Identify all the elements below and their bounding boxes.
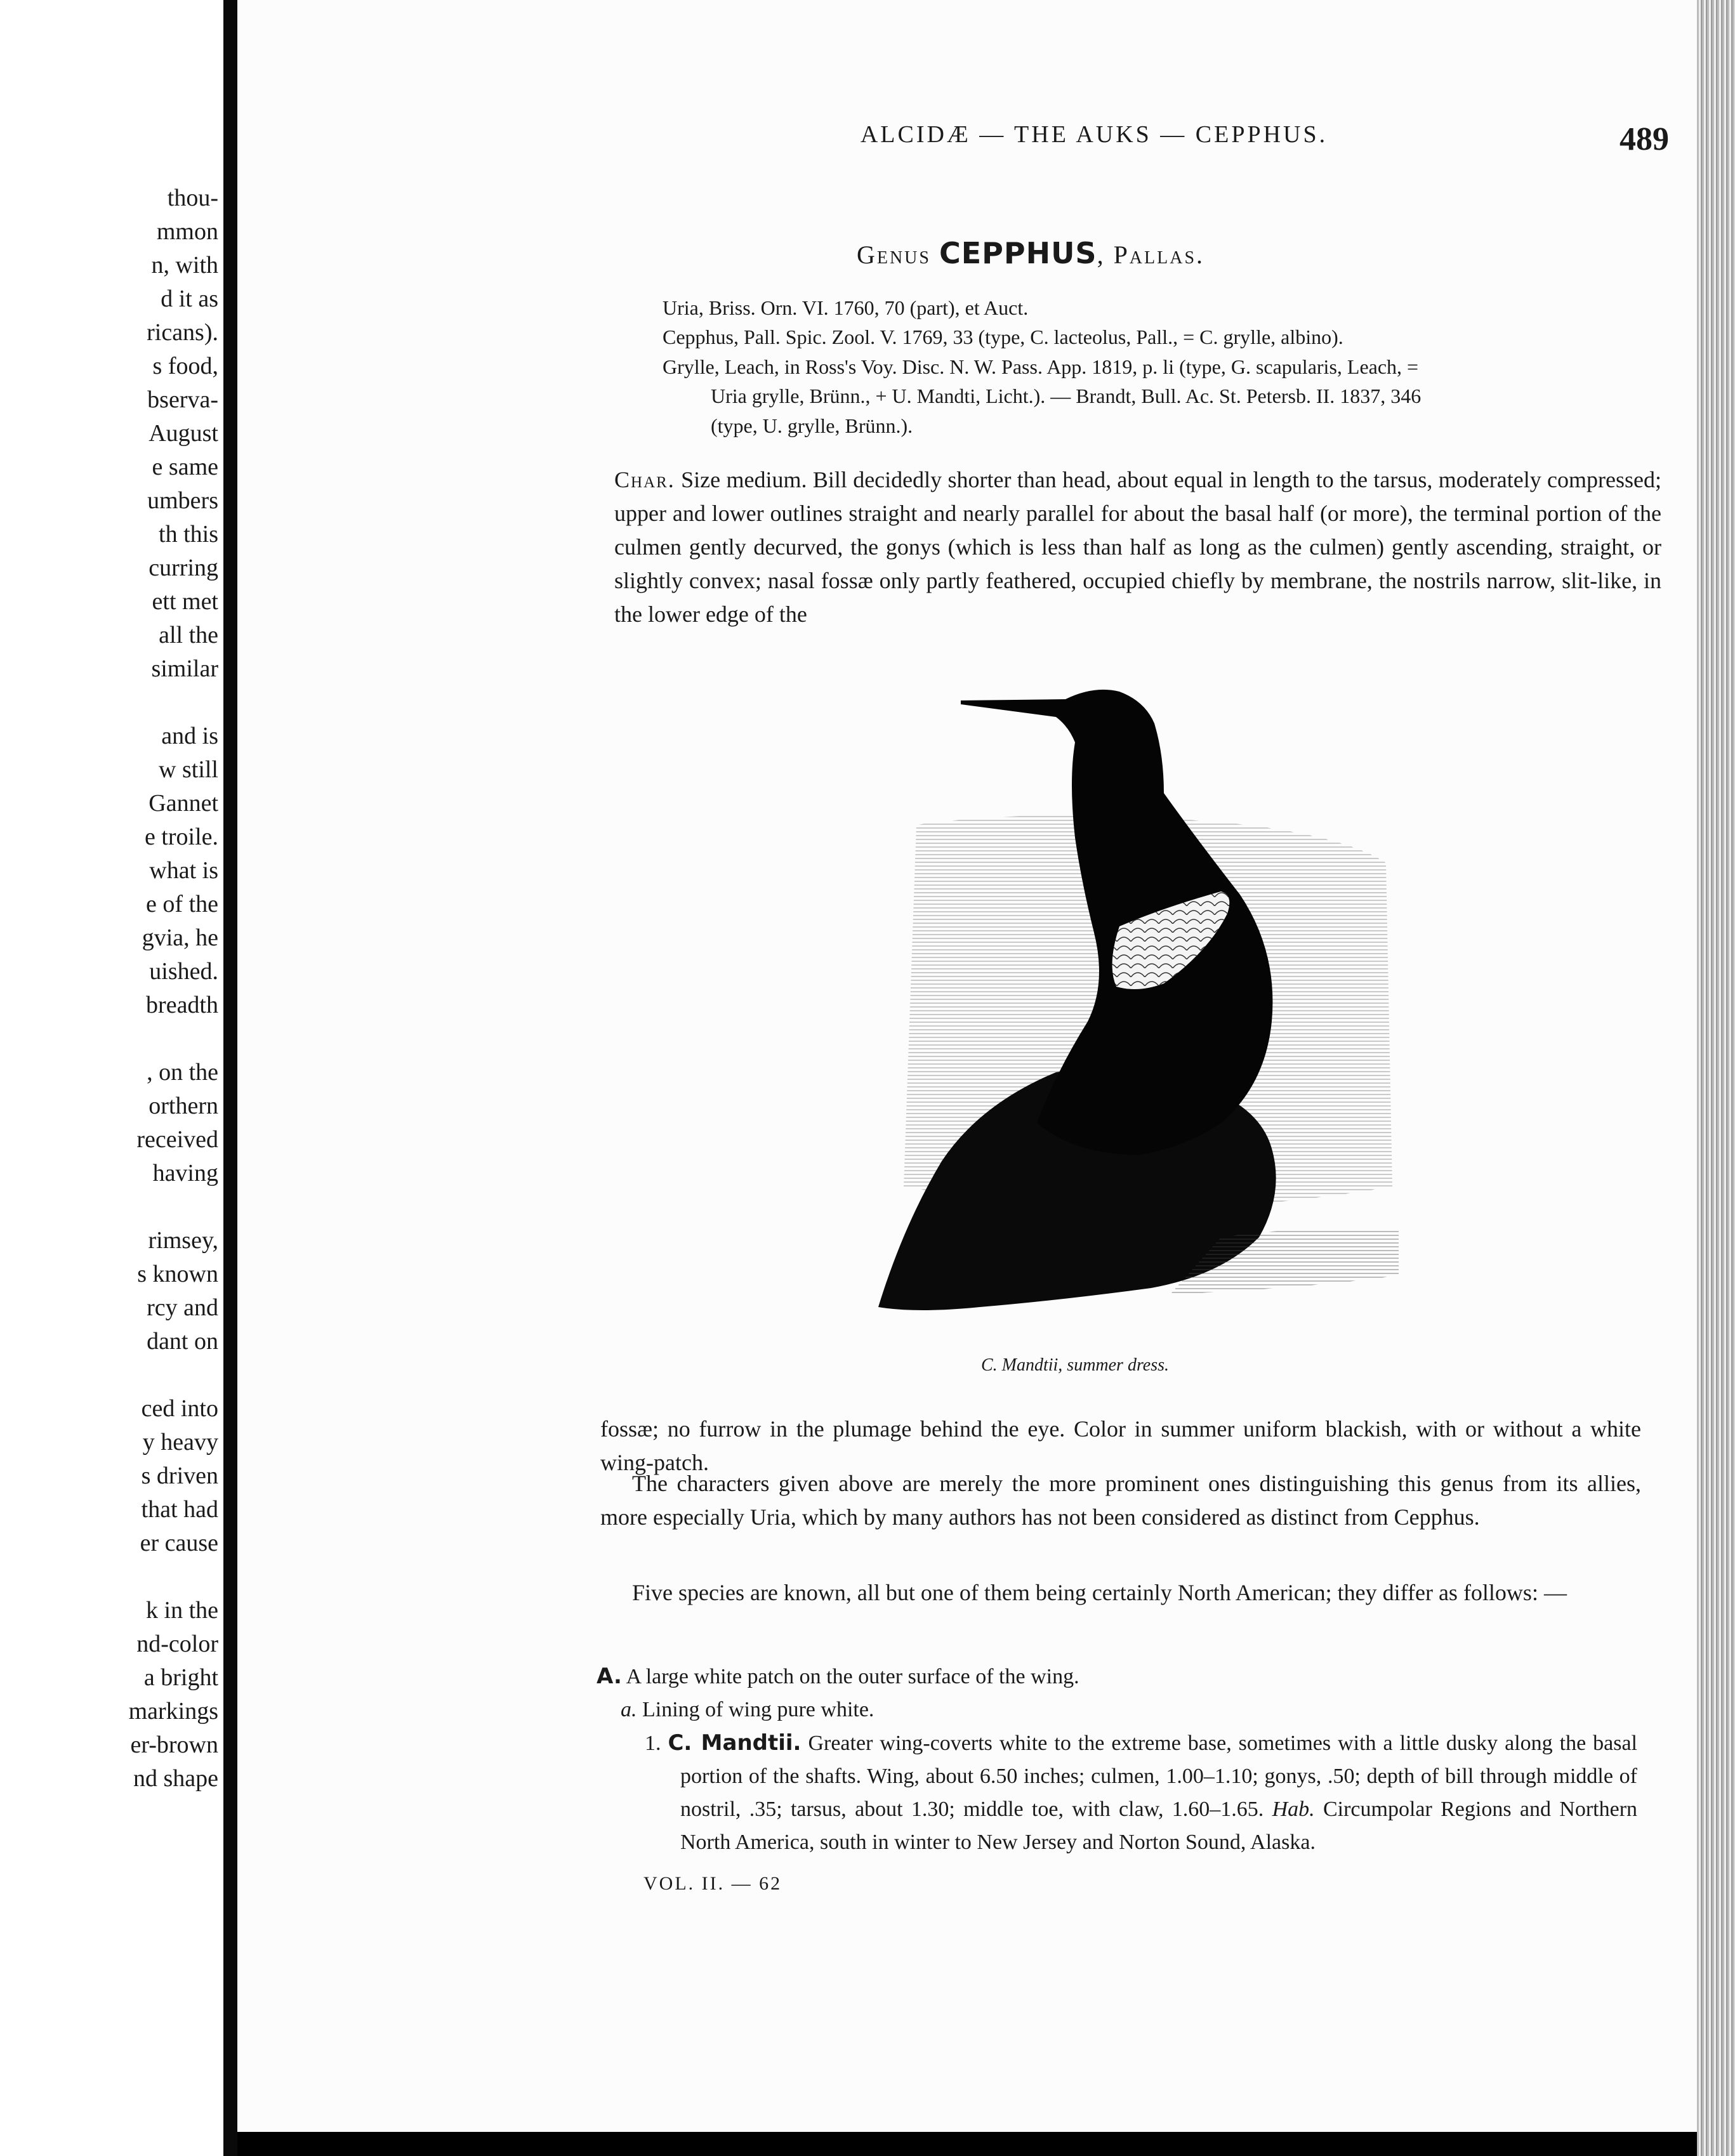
left-page-line: that had xyxy=(141,1496,218,1523)
left-page-line: bserva- xyxy=(147,386,218,413)
left-page-line: e of the xyxy=(146,891,218,917)
left-page-line: curring xyxy=(148,555,218,581)
remarks-paragraph: The characters given above are merely the more prominent ones distinguishing this genus from its allies, more especially Uria, which by many authors has not been considered as distinct from Cepphus. xyxy=(600,1471,1641,1530)
left-page-text xyxy=(0,0,223,2156)
bird-illustration xyxy=(866,666,1399,1358)
left-page-line: e troile. xyxy=(144,824,218,850)
habitat-text: Circumpolar Regions and Northern North America, south in winter to New Jersey and Norton Sound, Alaska. xyxy=(680,1798,1638,1854)
synonym-line: Cepphus, Pall. Spic. Zool. V. 1769, 33 (type, C. lacteolus, Pall., = C. grylle, albino). xyxy=(663,325,1343,349)
key-a1-text: Lining of wing pure white. xyxy=(642,1698,874,1721)
left-page-line: ced into xyxy=(141,1395,218,1422)
species-name: C. Mandtii. xyxy=(668,1730,802,1756)
left-page-line: thou- xyxy=(167,185,218,211)
right-page xyxy=(237,0,1697,2132)
species-intro-paragraph: Five species are known, all but one of them being certainly North American; they differ as follows: — xyxy=(632,1580,1567,1605)
synonymy-block xyxy=(663,293,1665,440)
left-page-line: w still xyxy=(159,756,218,783)
left-page-line: ett met xyxy=(152,588,218,615)
left-page-line: d it as xyxy=(161,286,218,312)
left-page-line: August xyxy=(148,420,218,447)
left-page-line: rcy and xyxy=(147,1294,218,1321)
continuation-paragraph: fossæ; no furrow in the plumage behind the eye. Color in summer uniform blackish, with or without a white wing-patch. xyxy=(600,1416,1641,1475)
left-page-line: markings xyxy=(128,1698,218,1725)
book-gutter xyxy=(223,0,237,2156)
left-page-line: uished. xyxy=(149,958,218,985)
figure-caption: C. Mandtii, summer dress. xyxy=(980,1355,1170,1375)
key-subsection-a xyxy=(597,1693,1637,1726)
left-page-line: s known xyxy=(137,1261,218,1287)
left-page-line: th this xyxy=(159,521,218,548)
char-text: Size medium. Bill decidedly shorter than head, about equal in length to the tarsus, moderately compressed; upper and lower outlines straight and nearly parallel for about the basal half (or more), the terminal portion of the culmen gently decurved, the gonys (which is less than half as long as the culmen) gently ascending, straight, or slightly convex; nasal fossæ only partly feathered, occupied chiefly by membrane, the nostrils narrow, slit-like, in the lower edge of the xyxy=(614,467,1661,627)
running-head: ALCIDÆ — THE AUKS — CEPPHUS. xyxy=(860,121,1328,148)
char-label: Char. xyxy=(614,467,675,492)
key-a-label: A. xyxy=(597,1664,622,1689)
left-page-line: orthern xyxy=(148,1093,218,1119)
left-page-line: er-brown xyxy=(130,1732,218,1758)
genus-name: CEPPHUS xyxy=(939,236,1097,270)
characters-paragraph xyxy=(614,463,1661,631)
key-section-a xyxy=(597,1660,1637,1693)
left-page-line: , on the xyxy=(147,1059,218,1086)
synonym-line: Uria, Briss. Orn. VI. 1760, 70 (part), et Auct. xyxy=(663,296,1029,319)
left-page-line: er cause xyxy=(140,1530,218,1556)
left-page-line: y heavy xyxy=(142,1429,218,1456)
synonym-line: Uria grylle, Brünn., + U. Mandti, Licht.). — Brandt, Bull. Ac. St. Petersb. II. 1837, 346 xyxy=(711,385,1422,408)
species-entry xyxy=(645,1726,1637,1859)
left-page-line: dant on xyxy=(147,1328,218,1355)
species-description: Greater wing-coverts white to the extreme base, sometimes with a little dusky along the basal portion of the shafts. Wing, about 6.50 inches; culmen, 1.00–1.10; gonys, .50; depth of bill through middle of nostril, .35; tarsus, about 1.30; middle toe, with claw, 1.60–1.65. xyxy=(680,1732,1638,1821)
key-species-1 xyxy=(597,1726,1637,1859)
genus-heading xyxy=(618,236,1443,270)
left-facing-page xyxy=(0,0,223,2156)
left-page-line: nd shape xyxy=(133,1765,218,1792)
species-key xyxy=(597,1660,1637,1859)
synonym-line: (type, U. grylle, Brünn.). xyxy=(711,414,913,437)
left-page-line: umbers xyxy=(147,487,218,514)
left-page-line: a bright xyxy=(143,1664,218,1691)
page-edges xyxy=(1697,0,1735,2156)
genus-prefix: Genus xyxy=(856,240,931,269)
genus-author: , Pallas. xyxy=(1097,240,1205,269)
left-page-line: having xyxy=(152,1160,218,1186)
left-page-line: k in the xyxy=(146,1597,218,1624)
left-page-line: s food, xyxy=(152,353,218,379)
left-page-line: and is xyxy=(161,723,218,749)
left-page-line: rimsey, xyxy=(148,1227,218,1254)
key-a1-label: a. xyxy=(621,1698,637,1721)
left-page-line: similar xyxy=(151,655,218,682)
page-number: 489 xyxy=(1620,121,1669,157)
left-page-line: s driven xyxy=(141,1463,218,1489)
left-page-line: nd-color xyxy=(136,1631,218,1657)
bottom-edge xyxy=(237,2132,1697,2156)
left-page-line: Gannet xyxy=(148,790,218,817)
habitat-label: Hab. xyxy=(1272,1798,1315,1821)
left-page-line: gvia, he xyxy=(142,924,218,951)
species-number: 1. xyxy=(645,1732,661,1755)
left-page-line: breadth xyxy=(146,992,218,1018)
left-page-line: e same xyxy=(152,454,218,480)
left-page-line: ricans). xyxy=(147,319,218,346)
synonym-line: Grylle, Leach, in Ross's Voy. Disc. N. W. Pass. App. 1819, p. li (type, G. scapularis, Leach, = xyxy=(663,355,1419,378)
left-page-line: n, with xyxy=(151,252,218,279)
left-page-line: all the xyxy=(159,622,218,648)
key-a-text: A large white patch on the outer surface of the wing. xyxy=(626,1665,1079,1688)
left-page-line: mmon xyxy=(156,218,218,245)
left-page-line: what is xyxy=(149,857,218,884)
volume-signature: VOL. II. — 62 xyxy=(643,1873,782,1894)
left-page-line: received xyxy=(136,1126,218,1153)
